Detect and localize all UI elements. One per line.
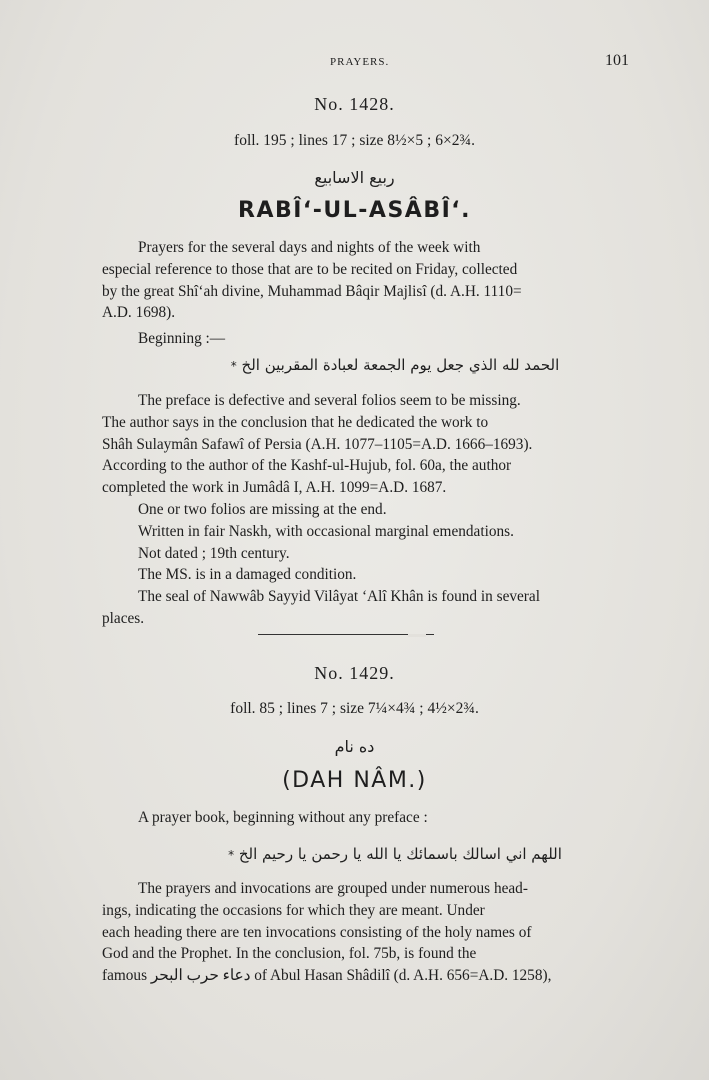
arabic-title-1429: ده نام [334, 737, 375, 756]
beginning-arabic-1428: الحمد لله الذي جعل يوم الجمعة لعبادة المقربين الخ * [230, 356, 560, 374]
text-line: The seal of Nawwâb Sayyid Vilâyat ‘Alî Khân is found in several [138, 588, 540, 606]
text-line: ings, indicating the occasions for which they are meant. Under [102, 901, 485, 919]
running-head [0, 52, 709, 72]
text-line: One or two folios are missing at the end. [138, 500, 387, 518]
text-line: completed the work in Jumâdâ I, A.H. 1099=A.D. 1687. [102, 479, 447, 497]
description-1428 [102, 237, 632, 324]
page-number: 101 [605, 52, 629, 69]
beginning-arabic-1429: اللهم اني اسالك باسمائك يا الله يا رحمن يا رحيم الخ * [228, 845, 562, 863]
text-line: especial reference to those that are to be recited on Friday, collected [102, 260, 518, 278]
text-line: A.D. 1698). [102, 304, 176, 322]
text-line: Prayers for the several days and nights of the week with [138, 239, 481, 256]
text-line: by the great Shî‘ah divine, Muhammad Bâqir Majlisî (d. A.H. 1110= [102, 282, 522, 300]
entry-number-1428: No. 1428. [314, 94, 395, 114]
text-line: The preface is defective and several folios seem to be missing. [138, 392, 521, 409]
beginning-label-1428: Beginning :— [138, 330, 226, 347]
text-line: The prayers and invocations are grouped under numerous head- [138, 880, 528, 897]
text-line: According to the author of the Kashf-ul-Hujub, fol. 60a, the author [102, 457, 512, 475]
text-line: Not dated ; 19th century. [138, 544, 290, 562]
text-line: Shâh Sulaymân Safawî of Persia (A.H. 1077–1105=A.D. 1666–1693). [102, 435, 533, 453]
notes-1428 [102, 390, 632, 630]
text-line: famous دعاء حرب البحر of Abul Hasan Shâdilî (d. A.H. 656=A.D. 1258), [102, 967, 552, 985]
star-mark: * [230, 359, 237, 373]
intro-1429: A prayer book, beginning without any preface : [138, 809, 428, 826]
collation-1428: foll. 195 ; lines 17 ; size 8½×5 ; 6×2¾. [234, 132, 475, 149]
arabic-title-1428: ربيع الاسابيع [314, 168, 395, 187]
section-divider-gap [408, 634, 426, 637]
title-1428: RABÎ‘-UL-ASÂBÎ‘. [238, 198, 471, 223]
star-mark: * [228, 848, 235, 862]
text-line: God and the Prophet. In the conclusion, fol. 75b, is found the [102, 945, 477, 963]
title-1429: (DAH NÂM.) [282, 768, 427, 793]
entry-number-1429: No. 1429. [314, 663, 395, 683]
text-line: each heading there are ten invocations consisting of the holy names of [102, 923, 532, 941]
collation-1429: foll. 85 ; lines 7 ; size 7¼×4¾ ; 4½×2¾. [230, 700, 479, 717]
text-line: The MS. is in a damaged condition. [138, 566, 357, 584]
text-line: The author says in the conclusion that he dedicated the work to [102, 413, 489, 431]
description-1429 [102, 878, 632, 987]
running-head-title: PRAYERS. [330, 56, 390, 68]
text-line: places. [102, 609, 145, 627]
text-line: Written in fair Naskh, with occasional marginal emendations. [138, 522, 514, 540]
